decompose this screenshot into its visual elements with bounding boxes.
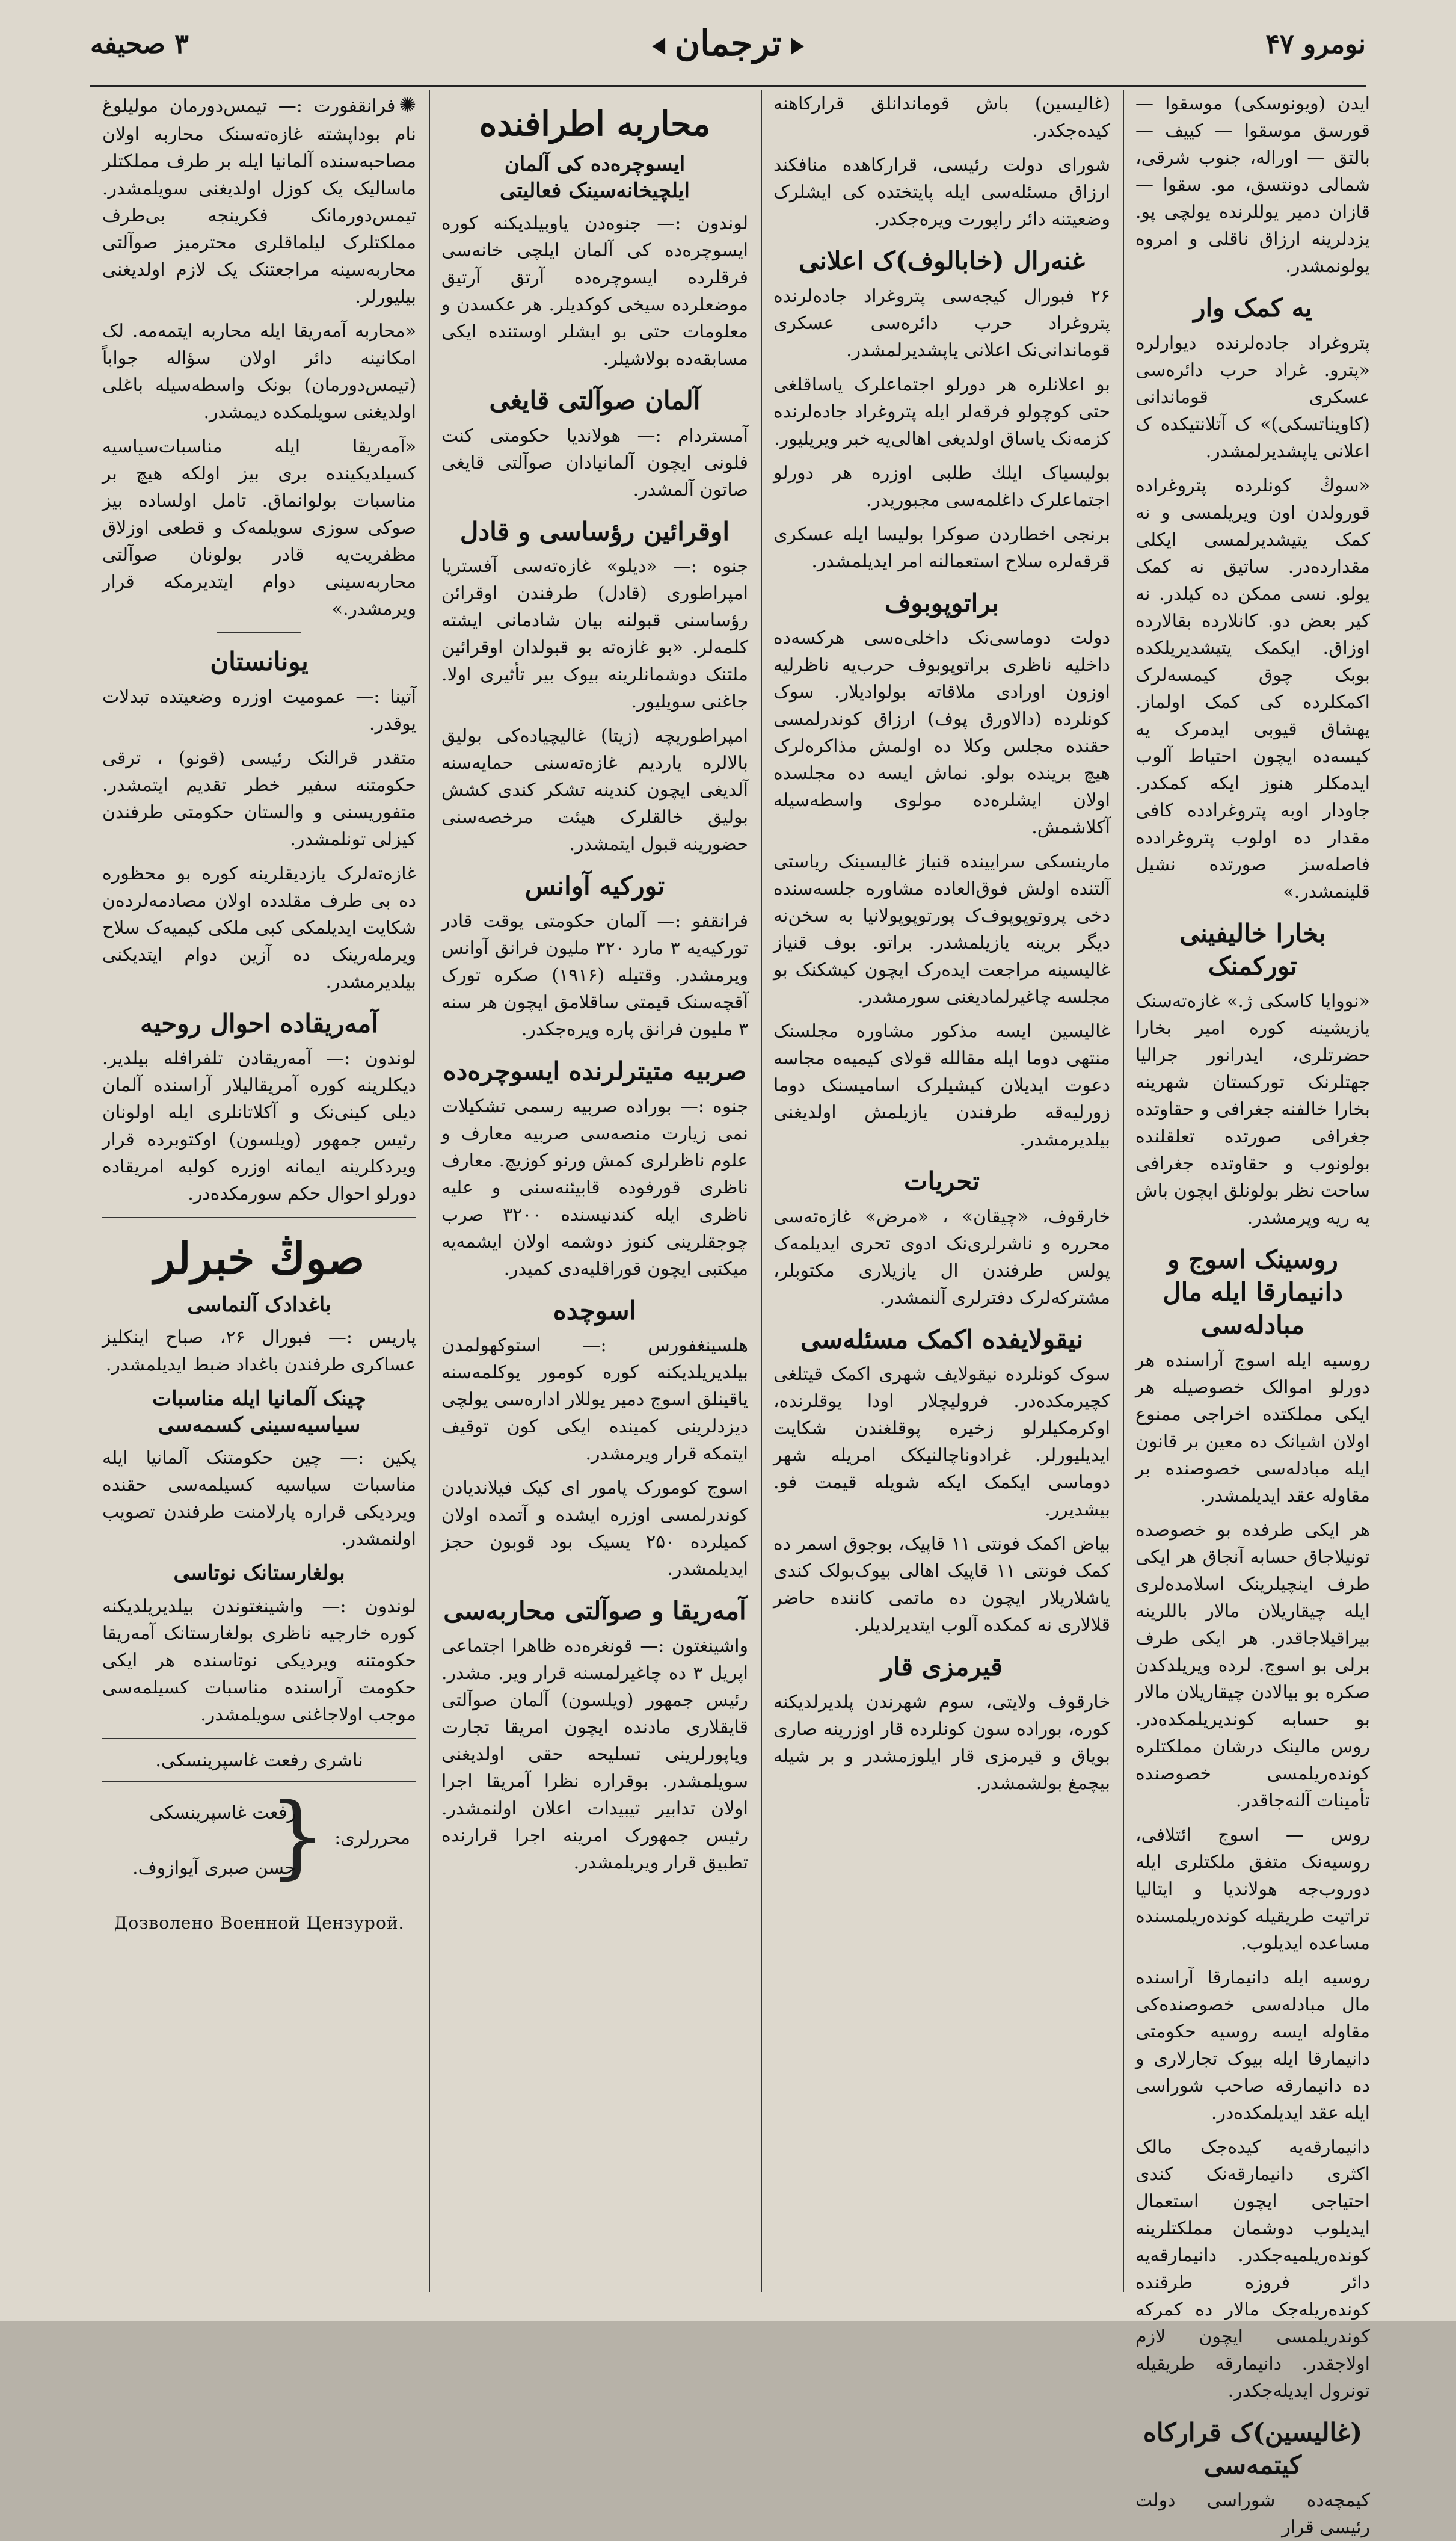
- article-paragraph: «نووایا کاسکی ژ.» غازه‌تەسنک یازیشینه کوره امیر بخارا حضرتلری، ایدرانور جرالیا جهتلرنک تورکستان شهرینه بخارا خالفنه جغرافی و حقاوتده جغرافی صورتده تعلقلنده بولونوب و حقاوتده جغرافی ساحت نظر بولونلق ایچون باش یه ریه وپرمشدر.: [1135, 990, 1370, 1228]
- article-paragraph: «سوڭ کونلرده پتروغراده قورولدن اون ویریلمسی و نه کمک یتیشدیرلمسی ایکلی مقدارده‌در. ساتیق نه کمک یولو. نسی ممکن ده کیلدر. نه کیر بعض دو. کانلارده بقالارده اوزاق. ایکمک یتیشدیریلکده بوبک چوق کیمسه‌لرک اکمکلرده کی کمک اولماز. یهشاق قیوبی ایدمرک یه کیسه‌ده ایچون احتیاط آلوب ایدمکلر هنوز ایکه کمکدر. جاودار اوبه پتروغرادده کافی مقدار ده اولوب پتروغرادده فاصله‌سز صورتده نشیل قلینمشدر.»: [1135, 475, 1370, 902]
- article-paragraph: «آمەریقا ایله مناسبات‌سیاسیه کسیلدیکینده بری بیز اولکه هیچ بر مناسبات بولوانماق. تامل اولساده بیز صوکی سوزی سویلمه‌ک و قطعی اوزلاق مظفریت‌یه قادر بولونان صوآلتی محاربه‌سینی دوام ایتدیرمکه قرار ویرمشدر.»: [102, 436, 416, 620]
- article-heading: تحریات: [904, 1166, 980, 1197]
- issue-number: نومرو ۴۷: [1265, 29, 1366, 60]
- page-number: ۳ صحیفه: [90, 29, 189, 60]
- article-paragraph: دانیمارقه‌یه کیده‌جک مالک اکثری دانیمارقه‌نک کندی احتیاجی ایچون استعمال ایدیلوب دوشمان مملکتلرینه کونده‌ریلمیه‌جکدر. دانیمارقه‌یه دائر فروزه طرقنده کونده‌ریله‌جک مالار ده کمرکه کوندریلمسی ایچون لازم اولاجقدر. دانیمارقه طریقیله تونرول ایدیله‌جکدر.: [1135, 2136, 1370, 2401]
- article-heading: قیرمزی قار: [880, 1652, 1003, 1682]
- article-heading: نیقولایفده اکمک مسئله‌سی: [800, 1324, 1084, 1354]
- article-heading: چینک آلمانیا ایله مناسبات سیاسیه‌سینی کسمه‌سی: [152, 1386, 366, 1438]
- article-paragraph: روسیه ایله دانیمارقا آراسنده مال مبادله‌سی خصوصنده‌کی مقاوله ایسه روسیه حکومتی دانیمارقا ایله بیوک تجارلاری و ده دانیمارقه صاحب شوراسی ایله عقد ایدیلمکده‌در.: [1135, 1967, 1370, 2124]
- separator: [102, 1217, 416, 1218]
- masthead-rule: [90, 85, 1366, 87]
- editor-name: حسن صبری آیوازوف.: [132, 1857, 296, 1879]
- column-4: [90, 90, 428, 2292]
- article-paragraph: پکین :— چین حکومتنک آلمانیا ایله مناسبات سیاسیه کسیلمه‌سی حقنده ویردیکی قراره پارلامنت طرفندن تصویب اولنمشدر.: [102, 1447, 416, 1550]
- article-paragraph: شورای دولت رئیسی، قرارکاهده منافکند ارزاق مسئله‌سی ایله پایتختده کی ایشلرک وضعیتنه دائر راپورت ویره‌جکدر.: [773, 155, 1110, 230]
- article-paragraph: جنوه :— «دیلو» غازه‌تەسی آفستریا امپراطوری (قادل) طرفندن اوقرائن رؤساسنی قبولنه بیان شادمانی ایشته کلمه‌لر. «بو غازه‌ته بو قبولدان اوقرائین ملتنک دوشمانلرینه بیوک بیر تأثیری اولا. جاغنی سویلیور.: [441, 556, 748, 713]
- article-paragraph: واشینغتون :— قونغره‌ده ظاهرا اجتماعی اپریل ۳ ده چاغیرلمسنه قرار ویر. مشدر. رئیس جمهور (ویلسون) آلمان صوآلتی قایقلاری مادنده ایچون امریقا تجارت ویاپورلرینی تسلیحه حقی اولدیغنی سویلمشدر. بوقراره نظرا آمریقا اجرا اولان تدابیر تیبیدات اعلان اولنمشدر. رئیس جمهورک امرینه اجرا قرارنده تطبیق قرار ویریلمشدر.: [441, 1635, 748, 1873]
- article-heading: یونانستان: [210, 647, 309, 676]
- article-paragraph: هر ایکی طرفده بو خصوصده تونیلاجاق حسابه آنجاق هر ایکی طرف اینچیلرینک اسلامده‌لری ایله چیقاریلان مالار باللرینه بیراقیلاجاقدر. هر ایکی طرف برلی بو اسوج. لرده ویریلدکدن صکره بو بیالادن چیقاریلان مالار بو حسابه کوندیریلمکده‌در. روس مالینک درشان مملکتلره کونده‌ریلمسی خصوصنده تأمینات آلنه‌جاقدر.: [1135, 1519, 1370, 1811]
- article-heading: اسوچده: [553, 1295, 637, 1325]
- publisher-line: ناشری رفعت غاسپرینسکی.: [155, 1749, 363, 1771]
- article-heading: آمەریقاده احوال روحیه: [140, 1008, 378, 1038]
- article-paragraph: (غالیسین) باش قوماندانلق قرارکاهنه کیده‌جکدر.: [773, 93, 1110, 141]
- brace-icon: {: [268, 1784, 326, 1889]
- article-heading: غنه‌رال (خابالوف)ک اعلانی: [799, 246, 1085, 276]
- article-paragraph: برنجی اخطاردن صوکرا بولیسا ایله عسکری قرقه‌لره سلاح استعمالنه امر ایدیلمشدر.: [773, 523, 1110, 572]
- article-heading: یه کمک وار: [1193, 293, 1312, 322]
- article-heading: آمەریقا و صوآلتی محاربه‌سی: [443, 1596, 746, 1626]
- article-paragraph: آتینا :— عمومیت اوزره وضعیتده تبدلات یوقدر.: [102, 686, 416, 735]
- newspaper-title: ترجمان: [642, 23, 814, 64]
- article-paragraph: امپراطوریچه (زیتا) غالیچیاده‌کی بولیق بالالره یاردیم غازه‌ته‌سنی حمایه‌سنه آلدیغی ایچون کندینه تشکر کندی کشش بولیق خالقلرک هیئت مرخصه‌سنی حضورینه قبول ایتمشدر.: [441, 725, 748, 855]
- article-paragraph: اسوج کومورک پامور ای کیک فیلاندیادن کوندرلمسی اوزره ایشده و آتمده اولان کمیلرده ۲۵۰ یسیک بود قوبون حجز ایدیلمشدر.: [441, 1477, 748, 1580]
- section-heading: صوڭ خبرلر: [153, 1233, 365, 1284]
- article-paragraph: [102, 90, 416, 310]
- star-ornament-icon: ✺: [399, 93, 416, 117]
- article-paragraph: «محاربه آمەریقا ایله محاربه ایتمه‌مه. لک امکانینه دائر اولان سؤاله جواباً (تیمس‌دورمان) بونک واسطه‌سیله باغلی اولدیغنی سویلمکده دیمشدر.: [102, 321, 416, 423]
- article-paragraph: سوک کونلرده نیقولایف شهری اکمک قیتلغی کچیرمکده‌در. فرولیچلار اودا یوقلرنده، اوکرمکیلرلو زخیره پوقلغندن شکایت ایدیلیورلر. غرادوناچالنیکک امریله شهر دوماسی ایکمک ایکه شویله قیمت فو. بیشدیرر.: [773, 1364, 1110, 1521]
- article-paragraph: پاریس :— فبورال ۲۶، صباح اینکلیز عساکری طرفندن باغداد ضبط ایدیلمشدر.: [102, 1326, 416, 1375]
- article-heading: (غالیسین)ک قرارکاه کیتمه‌سی: [1143, 2417, 1363, 2480]
- section-heading: محاربه اطرافنده: [479, 104, 711, 144]
- article-paragraph: بیاض اکمک فونتی ۱۱ قاپیک، بوجوق اسمر ده کمک فونتی ۱۱ قاپیک اهالی بیوک‌بولک کندی یاشلاریلار ایچون ده ماتمی کاننده حاضر قلالاری نه کمکده آلوب ایتدیرلدیلر.: [773, 1533, 1110, 1636]
- article-paragraph: مارینسکی سرایینده قنیاز غالیسینک ریاستی آلتنده اولش فوق‌العاده مشاوره جلسه‌سنده دخی پروتوپوپوف‌ک پورتوپوپولانیا به سخن‌نه دیگر برینه یازیلمشدر. براتو. بوف قنیاز غالیسینه مراجعت ایده‌رک ایچون کیشکنک بو مجلسه چاغیرلمادیغنی سورمشدر.: [773, 851, 1110, 1008]
- article-paragraph: روس — اسوج ائتلافی، روسیه‌نک متفق ملکتلری ایله دوروب‌جه هولاندیا و ایتالیا تراتیت طریقیله کونده‌ریلمسنده مساعده ایدیلوب.: [1135, 1824, 1370, 1954]
- article-paragraph: غالیسین ایسه مذکور مشاوره مجلسنک منتهی دوما ایله مقالله قولای کیمیه‌ه مجاسه دعوت ایدیلان کیشیلرک اسامیسنک دوما زورلیه‌قه طرفندن یازیلمش اولدیغنی بیلدیرمشدر.: [773, 1021, 1110, 1151]
- separator: [102, 1738, 416, 1739]
- article-heading: صربیه متیترلرنده ایسوچرەده: [443, 1056, 747, 1086]
- article-paragraph: لوندون :— جنوه‌دن یاوبیلدیکنه کوره ایسوچرەده کی آلمان ایلچی خانه‌سی فرقلرده ایسوچرەده آرتق آرتیق موضعلرده سیخی کوکدیلر. هر عکسدن و معلومات حتی بو ایشلر اوستنده ایکی مسابقه‌ده بولاشیلر.: [441, 213, 748, 370]
- article-paragraph: کیمچه‌ده شوراسی دولت رئیسی قرار: [1135, 2489, 1370, 2538]
- article-paragraph: دولت دوماسی‌نک داخلی‌ه‌سی هرکسه‌ده داخلیه ناظری براتوپوبوف حرب‌یه ناظرلیه اوزون اورادی ملاقاته بولوادیلار. سوک کونلرده (دالاورق پوف) ارزاق کوندرلمسی حقنده مجلس وکلا ده اولمش مذاکره‌لرک هیچ برینده بولو. نماش ایسه ده مجلسده اولان ایشلره‌ده مولوی واسطه‌سیله آکلاشمش.: [773, 627, 1110, 839]
- article-heading: بخارا خالیفینی تورکمنک: [1179, 918, 1326, 981]
- censor-line: Дозволено Военной Цензурой.: [114, 1912, 405, 1933]
- article-heading: اوقرائین رؤساسی و قادل: [459, 516, 730, 546]
- article-paragraph: هلسینغفورس :— استوکهولمدن بیلدیریلدیکنه کوره کومور یوکلمه‌سنه یاقینلق اسوج دمیر یوللار اداره‌سی یولچی دیزدلرینی کمینده ایکی کون توقیف ایتمکه قرار ویرمشدر.: [441, 1335, 748, 1465]
- article-paragraph: آمستردام :— هولاندیا حکومتی کنت فلونی ایچون آلمانیادان صوآلتی قایغی صاتون آلمشدر.: [441, 425, 748, 500]
- article-heading: تورکیه آوانس: [524, 871, 665, 901]
- editors-label: محررلری:: [334, 1827, 410, 1849]
- masthead: [90, 12, 1366, 84]
- separator: [217, 632, 301, 633]
- article-paragraph: لوندون :— آمەریقادن تلفرافله بیلدیر. دیکلرینه کوره آمریقالیلار آراسنده آلمان دیلی کینی‌نک و آکلاتانلری ایله اولونان رئیس جمهور (ویلسون) اوکتوبرده قرار ویردکلرینه ایمانه اوزره کولبه امریقاده دورلو احوال حکم سورمکده‌در.: [102, 1048, 416, 1205]
- article-heading: براتوپوبوف: [884, 588, 1000, 618]
- article-paragraph: جنوه :— بوراده صربیه رسمی تشکیلات نمی زیارت منصه‌سی صربیه معارف و علوم ناظرلری کمش ورنو کوزیچ. معارف ناظری قورفوده قابیئنه‌سنی و علیه ناظری ایله کندنیسنده ۳۲۰۰ صرب چوجقلرینی کنوز دوشمه اولان ایشمه‌یه میکتبی ایچون قوراقلیه‌دی کمیدر.: [441, 1095, 748, 1280]
- column-1: [1123, 90, 1382, 2538]
- article-heading: بولغارستانک نوتاسی: [173, 1561, 345, 1586]
- article-paragraph: ایدن (ویونوسکی) موسقوا — قورسق موسقوا — کییف — بالتق — اوراله، جنوب شرقی، شمالی دونتسق، مو. سقوا — قازان دمیر یوللرنده یولچی پو. یزدلرینه ارزاق ناقلی و امروه یولونمشدر.: [1135, 93, 1370, 277]
- article-heading: روسینک اسوج و دانیمارقا ایله مال مبادله‌سی: [1163, 1244, 1343, 1340]
- article-heading: باغدادک آلنماسی: [187, 1292, 331, 1317]
- article-paragraph: غازه‌تەلرک یازدیقلرینه کوره بو محظوره ده بی طرف مقلدده اولان مصادمه‌لرده‌ن شکایت ایدیلمکی کبی ملکی کیمیه‌ک سلاح ویرمله‌رینک ده آزین دوام ایتدیکنی بیلدیرمشدر.: [102, 863, 416, 993]
- article-paragraph: خارقوف ولایتی، سوم شهرندن پلدیرلدیکنه کوره، بوراده سون کونلرده قار اوزرینه صاری بویاق و قیرمزی قار ایلوزمشدر و بر شیله بیچمغ بولشمشدر.: [773, 1691, 1110, 1794]
- article-paragraph: ۲۶ فبورال کیجه‌سی پتروغراد جادەلرنده پتروغراد حرب دائرەسی عسکری قوماندانی‌نک اعلانی یاپشدیرلمشدر.: [773, 285, 1110, 361]
- article-paragraph: خارقوف، «چیقان» ، «مرض» غازه‌تەسی محرره و ناشرلری‌نک ادوی تحری ایدیلمه‌ک پولس طرفندن ال یازیلاری مکتوبلر، مشترکه‌لرک دفترلری آلنمشدر.: [773, 1206, 1110, 1308]
- article-paragraph: بولیسیاک ایلك طلبی اوزره هر دورلو اجتماعلرک داغلمه‌سی مجبوریدر.: [773, 462, 1110, 511]
- article-paragraph: لوندون :— واشینغتوندن بیلدیریلدیکنه کوره خارجیه ناظری بولغارستانک آمەریقا حکومتنه ویردیکی نوتاسنده هر ایکی حکومت آراسنده مناسبات کسیلمه‌سی موجب اولاجاغنی سویلمشدر.: [102, 1595, 416, 1725]
- column-2: [761, 90, 1122, 2292]
- article-paragraph: پتروغراد جادەلرنده دیوارلره «پترو. غراد حرب دائرەسی عسکری قوماندانی (کاویناتسکی)» ک آتلانتیکده ک اعلانی یاپشدیرلمشدر.: [1135, 332, 1370, 462]
- column-3: [429, 90, 760, 2292]
- editor-name: رفعت غاسپرینسکی: [149, 1802, 296, 1823]
- editors-block: [102, 1784, 416, 1906]
- article-paragraph: فرانقفو :— آلمان حکومتی یوقت قادر تورکیه‌یه ۳ مارد ۳۲۰ ملیون فرانق آوانس ویرمشدر. وقتیله (۱۹۱۶) صکره تورک آقچه‌سنک قیمتی ساقلامق ایچون هر سنه ۳ ملیون فرانق پاره ویره‌جکدر.: [441, 910, 748, 1040]
- article-paragraph: متقدر قرالنک رئیسی (قونو) ، ترقی حکومتنه سفیر خطر تقدیم ایتمشدر. متفوریسنی و والستان حکومتی طرفندن کیزلی تونلمشدر.: [102, 747, 416, 850]
- article-heading: آلمان صوآلتی قایغی: [489, 386, 701, 416]
- article-text: فرانقفورت :— تیمس‌دورمان مولیلوغ نام بوداپشته غازه‌تەسنک محاربه اولان مصاحبه‌سنده آلمانیا ایله بر طرف مملکتلر ماسالیک یک کوزل اولدیغنی سویلمشدر. تیمس‌دورمانک فکرینجه بی‌طرف مملکتلرک لیلماقلری محترمیز صوآلتی محاربه‌سینه مراجعتنک یک لازم اولدیغنی بیلیورلر.: [102, 96, 416, 307]
- article-heading: ایسوچرەده کی آلمان ایلچیخانه‌سینک فعالیتی: [500, 152, 690, 203]
- article-paragraph: روسیه ایله اسوج آراسنده هر دورلو اموالک خصوصیله هر ایکی مملکتده اخراجی ممنوع اولان اشیانک ده معین بر قانون ایله مبادله‌سی خصوصنده بر مقاوله عقد ایدیلمشدر.: [1135, 1349, 1370, 1506]
- article-paragraph: بو اعلانلره هر دورلو اجتماعلرک یاساقلغی حتی کوچولو فرقه‌لر ایله پتروغراد جادەلرنده کزمه‌نک یاساق اولدیغی اهالی‌یه خبر ویریلیور.: [773, 374, 1110, 449]
- separator: [102, 1781, 416, 1782]
